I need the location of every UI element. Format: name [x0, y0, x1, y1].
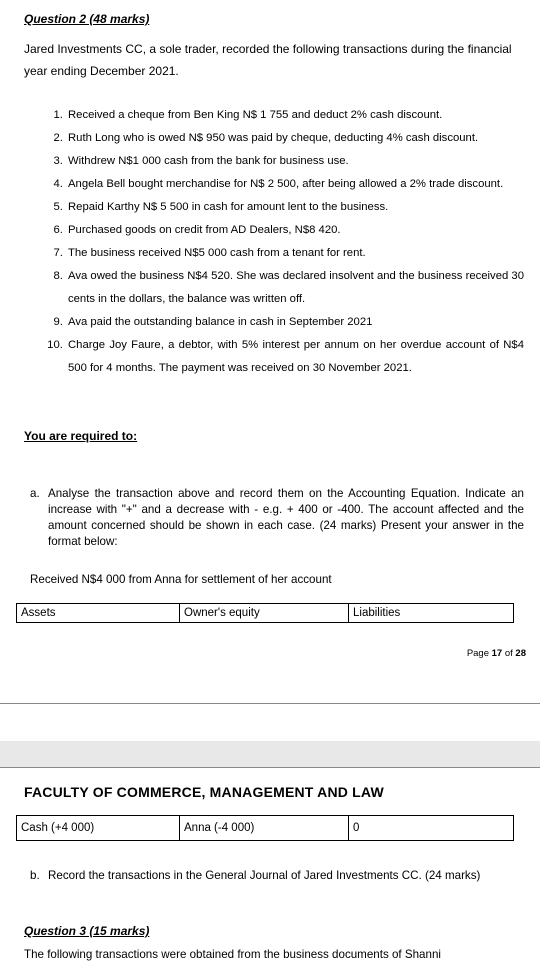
question-3-text: The following transactions were obtained from the business documents of Shanni [24, 948, 441, 961]
page-of-label: of [502, 648, 516, 659]
list-item: 1. Received a cheque from Ben King N$ 1 755 and deduct 2% cash discount. [66, 104, 524, 127]
part-b-marker: b. [30, 869, 40, 882]
faculty-header: FACULTY OF COMMERCE, MANAGEMENT AND LAW [24, 784, 384, 800]
list-item: 3. Withdrew N$1 000 cash from the bank for business use. [66, 150, 524, 173]
list-item: 9. Ava paid the outstanding balance in cash in September 2021 [66, 311, 524, 334]
part-a-text: Analyse the transaction above and record them on the Accounting Equation. Indicate an increase with "+" and a decrease with - e.g. + 400 or -400. The account affected and the amount concerned should be shown in each case. (24 marks) Present your answer in the format below: [48, 487, 524, 548]
page-gap [0, 741, 540, 767]
page-total: 28 [515, 648, 526, 659]
assets-cell: Cash (+4 000) [17, 816, 180, 841]
part-a-marker: a. [30, 487, 40, 500]
example-transaction: Received N$4 000 from Anna for settlement of her account [30, 573, 332, 586]
table-row [17, 816, 514, 841]
accounting-equation-example-table [16, 815, 514, 841]
liabilities-header: Liabilities [349, 604, 514, 623]
page-label: Page [466, 648, 492, 659]
owners-equity-header: Owner's equity [180, 604, 349, 623]
list-item: 2. Ruth Long who is owed N$ 950 was paid by cheque, deducting 4% cash discount. [66, 127, 524, 150]
transaction-list [24, 104, 524, 380]
question-3-title: Question 3 (15 marks) [24, 924, 150, 938]
list-item: 8. Ava owed the business N$4 520. She was declared insolvent and the business received 30 cents in the dollars, the balance was written off. [66, 265, 524, 311]
page-divider [0, 703, 540, 704]
list-item: 5. Repaid Karthy N$ 5 500 in cash for amount lent to the business. [66, 196, 524, 219]
list-item: 6. Purchased goods on credit from AD Dealers, N$8 420. [66, 219, 524, 242]
page-number [467, 648, 526, 659]
part-b-text: Record the transactions in the General Journal of Jared Investments CC. (24 marks) [48, 869, 481, 882]
list-item: 10. Charge Joy Faure, a debtor, with 5% interest per annum on her overdue account of N$4 500 for 4 months. The payment was received on 30 November 2021. [66, 334, 524, 380]
list-item: 4. Angela Bell bought merchandise for N$ 2 500, after being allowed a 2% trade discount. [66, 173, 524, 196]
page-divider [0, 767, 540, 768]
assets-header: Assets [17, 604, 180, 623]
owners-equity-cell: Anna (-4 000) [180, 816, 349, 841]
list-item: 7. The business received N$5 000 cash from a tenant for rent. [66, 242, 524, 265]
question-2-title: Question 2 (48 marks) [24, 12, 150, 26]
liabilities-cell: 0 [349, 816, 514, 841]
accounting-equation-header-table [16, 603, 514, 623]
question-2-intro: Jared Investments CC, a sole trader, recorded the following transactions during the financial year ending December 2021. [24, 42, 512, 78]
part-b-instruction [30, 865, 524, 887]
part-a-instruction [30, 486, 524, 550]
page-current: 17 [491, 648, 503, 659]
table-row [17, 604, 514, 623]
required-heading: You are required to: [24, 429, 138, 443]
